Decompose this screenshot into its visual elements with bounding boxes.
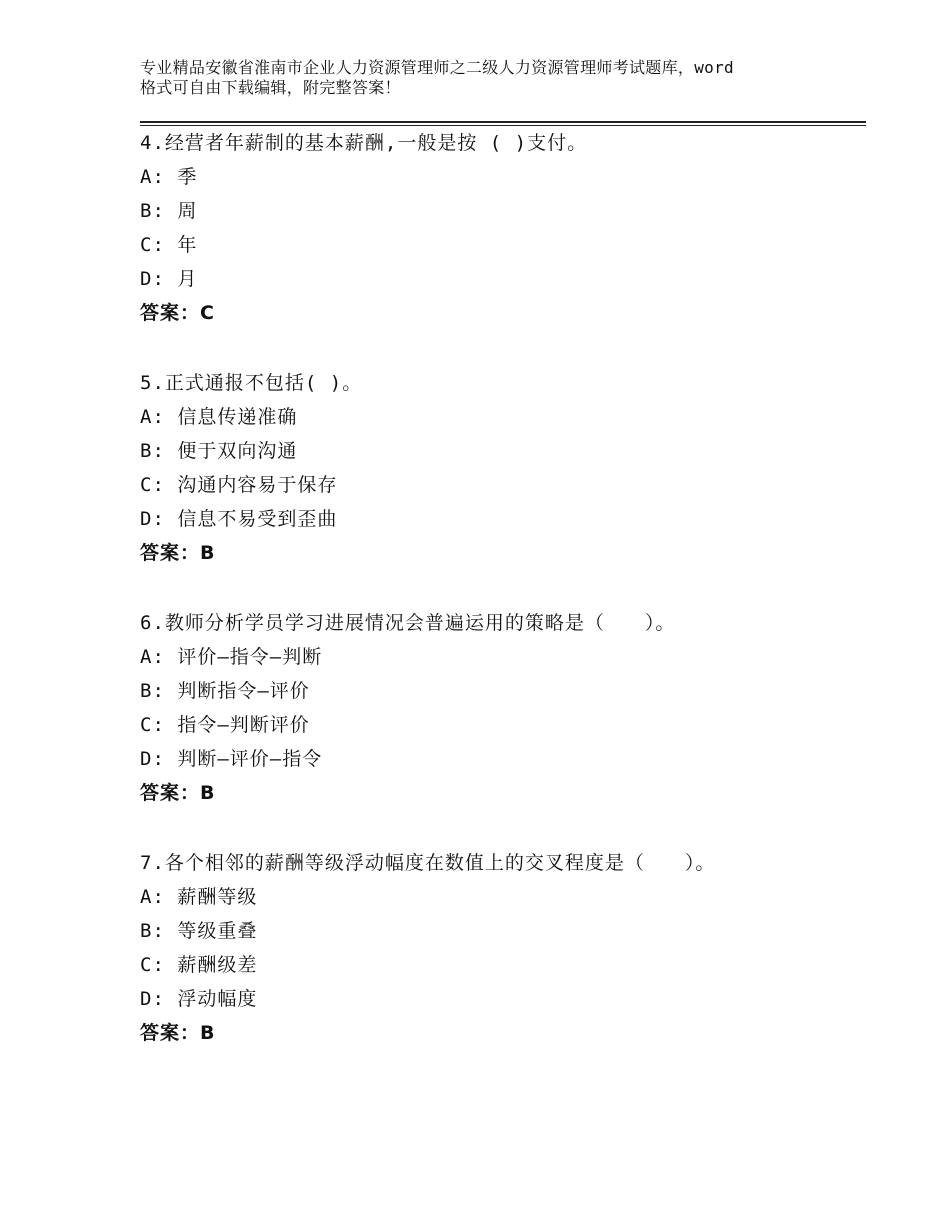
answer-key: 答案：B bbox=[140, 1022, 216, 1044]
option-a: A: 季 bbox=[140, 166, 198, 188]
option-c: C: 年 bbox=[140, 234, 198, 256]
question-stem: 4.经营者年薪制的基本薪酬,一般是按 ( )支付。 bbox=[140, 132, 588, 154]
question-list bbox=[140, 126, 866, 1086]
header-line-1: 专业精品安徽省淮南市企业人力资源管理师之二级人力资源管理师考试题库，word bbox=[140, 58, 734, 77]
option-a: A: 薪酬等级 bbox=[140, 886, 258, 908]
option-a: A: 评价—指令—判断 bbox=[140, 646, 323, 668]
option-d: D: 月 bbox=[140, 268, 198, 290]
answer-key: 答案：B bbox=[140, 782, 216, 804]
question-stem: 5.正式通报不包括( )。 bbox=[140, 372, 363, 394]
option-d: D: 浮动幅度 bbox=[140, 988, 258, 1010]
option-a: A: 信息传递准确 bbox=[140, 406, 298, 428]
question-6 bbox=[140, 606, 866, 810]
option-d: D: 信息不易受到歪曲 bbox=[140, 508, 338, 530]
question-stem: 6.教师分析学员学习进展情况会普遍运用的策略是（ ）。 bbox=[140, 612, 676, 634]
option-b: B: 周 bbox=[140, 200, 198, 222]
option-b: B: 等级重叠 bbox=[140, 920, 258, 942]
option-b: B: 判断指令—评价 bbox=[140, 680, 310, 702]
option-c: C: 薪酬级差 bbox=[140, 954, 258, 976]
option-c: C: 沟通内容易于保存 bbox=[140, 474, 338, 496]
option-c: C: 指令—判断评价 bbox=[140, 714, 310, 736]
question-7 bbox=[140, 846, 866, 1050]
question-5 bbox=[140, 366, 866, 570]
document-header bbox=[140, 58, 840, 98]
header-divider-thick bbox=[140, 121, 866, 123]
header-line-2: 格式可自由下载编辑，附完整答案！ bbox=[140, 78, 401, 97]
answer-key: 答案：B bbox=[140, 542, 216, 564]
question-stem: 7.各个相邻的薪酬等级浮动幅度在数值上的交叉程度是（ ）。 bbox=[140, 852, 716, 874]
answer-key: 答案：C bbox=[140, 302, 215, 324]
question-4 bbox=[140, 126, 866, 330]
option-d: D: 判断—评价—指令 bbox=[140, 748, 323, 770]
option-b: B: 便于双向沟通 bbox=[140, 440, 298, 462]
